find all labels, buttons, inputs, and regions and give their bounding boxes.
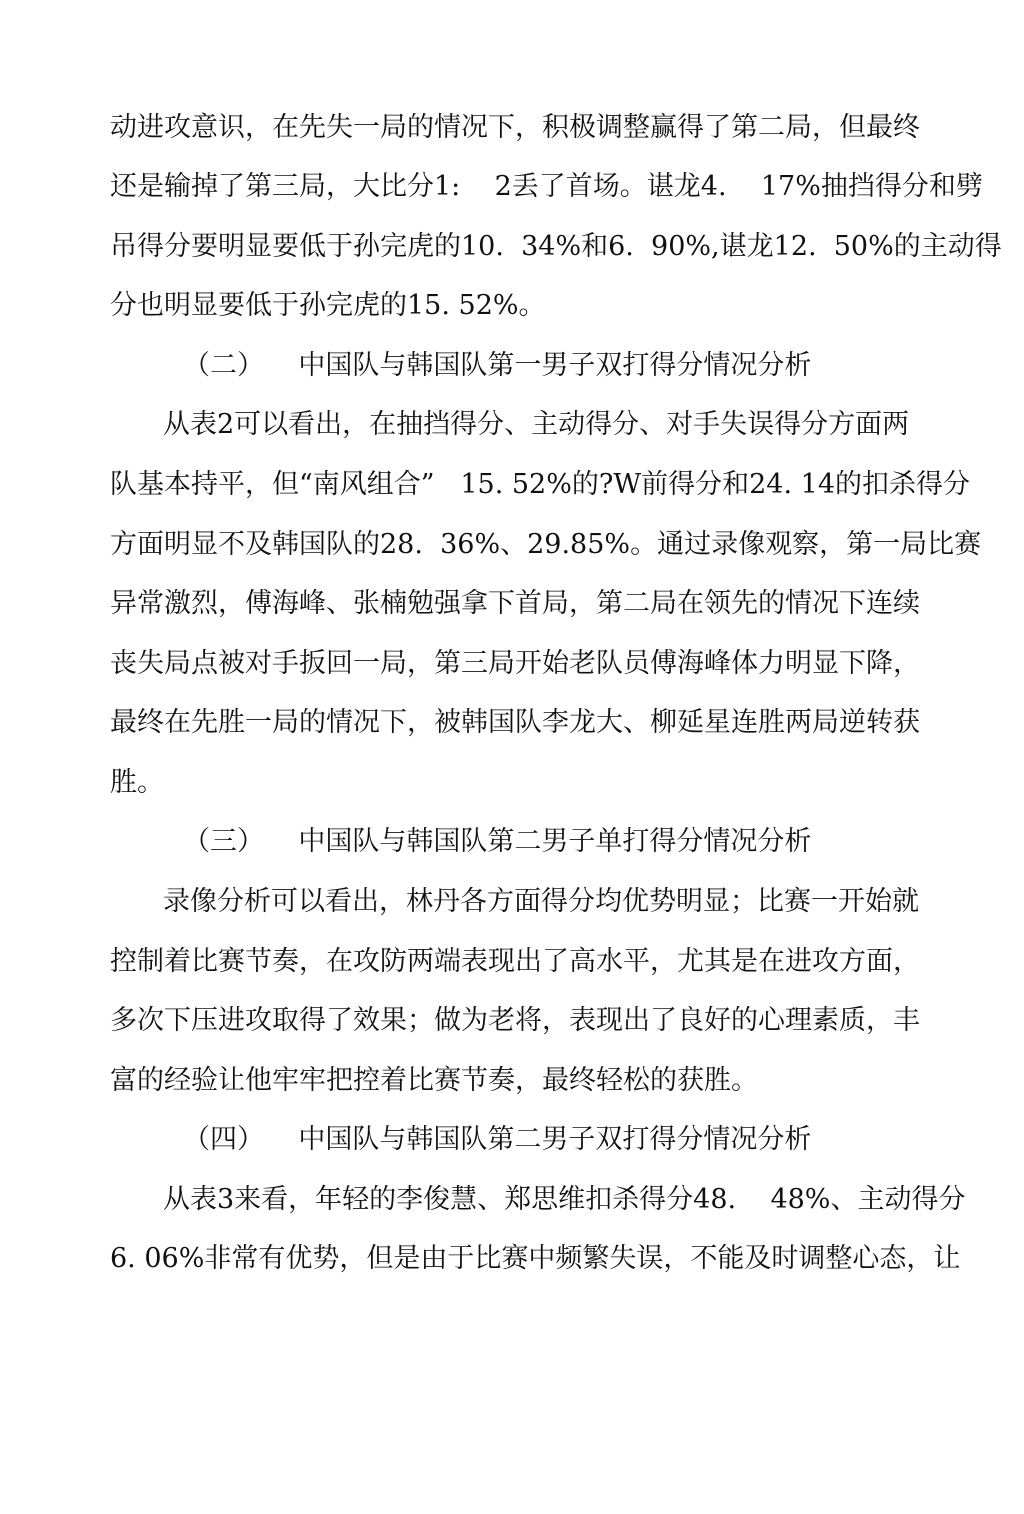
paragraph-line: 从表3来看，年轻的李俊慧、郑思维扣杀得分48. 48%、主动得分 xyxy=(163,1184,966,1215)
paragraph-line: 分也明显要低于孙完虎的15. 52%。 xyxy=(110,290,546,321)
paragraph-line: 最终在先胜一局的情况下，被韩国队李龙大、柳延星连胜两局逆转获 xyxy=(110,707,920,738)
section-heading-2: （二） 中国队与韩国队第一男子双打得分情况分析 xyxy=(183,350,812,381)
paragraph-line: 录像分析可以看出，林丹各方面得分均优势明显；比赛一开始就 xyxy=(163,886,919,917)
paragraph-line: 6. 06%非常有优势，但是由于比赛中频繁失误，不能及时调整心态，让 xyxy=(110,1243,961,1274)
paragraph-line: 丧失局点被对手扳回一局，第三局开始老队员傅海峰体力明显下降， xyxy=(110,648,920,679)
paragraph-line: 胜。 xyxy=(110,767,164,798)
paragraph-line: 控制着比赛节奏，在攻防两端表现出了高水平，尤其是在进攻方面， xyxy=(110,946,920,977)
paragraph-line: 吊得分要明显要低于孙完虎的10. 34%和6. 90%,谌龙12. 50%的主动得 xyxy=(110,231,1002,262)
paragraph-line: 异常激烈，傅海峰、张楠勉强拿下首局，第二局在领先的情况下连续 xyxy=(110,588,920,619)
paragraph-line: 方面明显不及韩国队的28. 36%、29.85%。通过录像观察，第一局比赛 xyxy=(110,529,982,560)
paragraph-line: 多次下压进攻取得了效果；做为老将，表现出了良好的心理素质，丰 xyxy=(110,1005,920,1036)
paragraph-line: 还是输掉了第三局，大比分1: 2丢了首场。谌龙4. 17%抽挡得分和劈 xyxy=(110,171,983,202)
paragraph-line: 从表2可以看出，在抽挡得分、主动得分、对手失误得分方面两 xyxy=(163,409,910,440)
paragraph-line: 队基本持平，但“南风组合” 15. 52%的?W前得分和24. 14的扣杀得分 xyxy=(110,469,970,500)
section-heading-3: （三） 中国队与韩国队第二男子单打得分情况分析 xyxy=(183,826,812,857)
paragraph-line: 动进攻意识，在先失一局的情况下，积极调整赢得了第二局，但最终 xyxy=(110,112,920,143)
section-heading-4: （四） 中国队与韩国队第二男子双打得分情况分析 xyxy=(183,1124,812,1155)
paragraph-line: 富的经验让他牢牢把控着比赛节奏，最终轻松的获胜。 xyxy=(110,1065,758,1096)
